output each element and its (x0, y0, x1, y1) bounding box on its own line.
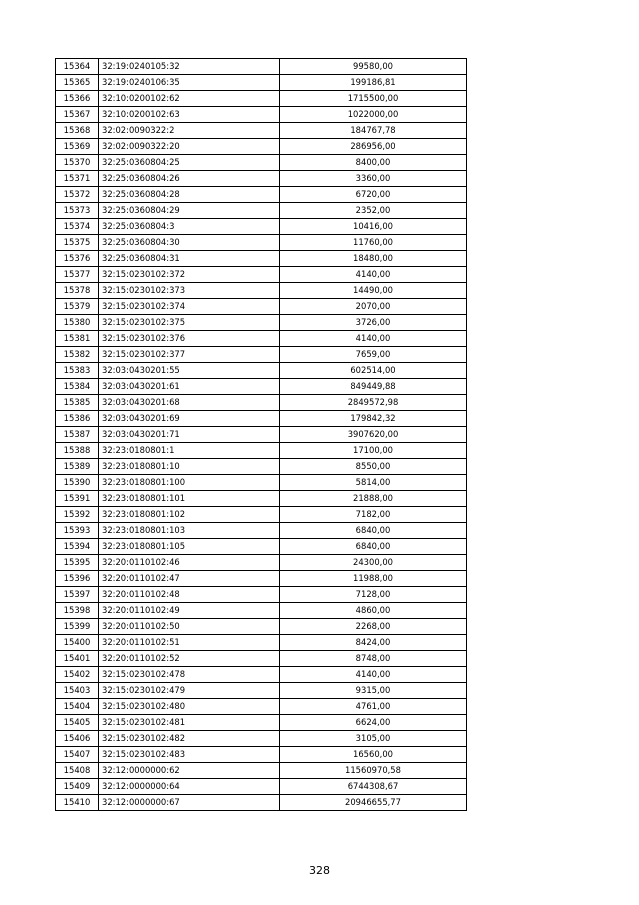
value-cell: 3726,00 (280, 315, 467, 331)
cadastral-number-cell: 32:03:0430201:68 (99, 395, 280, 411)
cadastral-number-cell: 32:10:0200102:63 (99, 107, 280, 123)
row-number-cell: 15373 (56, 203, 99, 219)
value-cell: 11560970,58 (280, 763, 467, 779)
cadastral-number-cell: 32:25:0360804:26 (99, 171, 280, 187)
row-number-cell: 15376 (56, 251, 99, 267)
value-cell: 4860,00 (280, 603, 467, 619)
cadastral-number-cell: 32:12:0000000:62 (99, 763, 280, 779)
table-row (56, 171, 467, 187)
table-row (56, 683, 467, 699)
data-table (55, 58, 467, 811)
value-cell: 20946655,77 (280, 795, 467, 811)
table-row (56, 555, 467, 571)
value-cell: 2070,00 (280, 299, 467, 315)
row-number-cell: 15391 (56, 491, 99, 507)
table-row (56, 251, 467, 267)
cadastral-number-cell: 32:20:0110102:50 (99, 619, 280, 635)
value-cell: 16560,00 (280, 747, 467, 763)
table-row (56, 411, 467, 427)
row-number-cell: 15408 (56, 763, 99, 779)
cadastral-number-cell: 32:15:0230102:483 (99, 747, 280, 763)
row-number-cell: 15372 (56, 187, 99, 203)
cadastral-number-cell: 32:23:0180801:101 (99, 491, 280, 507)
cadastral-number-cell: 32:15:0230102:374 (99, 299, 280, 315)
table-row (56, 795, 467, 811)
value-cell: 6720,00 (280, 187, 467, 203)
table-row (56, 315, 467, 331)
value-cell: 4140,00 (280, 331, 467, 347)
value-cell: 199186,81 (280, 75, 467, 91)
table-row (56, 299, 467, 315)
value-cell: 10416,00 (280, 219, 467, 235)
row-number-cell: 15379 (56, 299, 99, 315)
cadastral-number-cell: 32:23:0180801:105 (99, 539, 280, 555)
value-cell: 849449,88 (280, 379, 467, 395)
cadastral-number-cell: 32:23:0180801:100 (99, 475, 280, 491)
value-cell: 4761,00 (280, 699, 467, 715)
table-row (56, 459, 467, 475)
row-number-cell: 15377 (56, 267, 99, 283)
cadastral-number-cell: 32:15:0230102:377 (99, 347, 280, 363)
cadastral-number-cell: 32:12:0000000:67 (99, 795, 280, 811)
row-number-cell: 15409 (56, 779, 99, 795)
row-number-cell: 15389 (56, 459, 99, 475)
table-row (56, 267, 467, 283)
cadastral-number-cell: 32:03:0430201:71 (99, 427, 280, 443)
row-number-cell: 15390 (56, 475, 99, 491)
cadastral-number-cell: 32:20:0110102:52 (99, 651, 280, 667)
table-row (56, 635, 467, 651)
cadastral-number-cell: 32:25:0360804:28 (99, 187, 280, 203)
row-number-cell: 15401 (56, 651, 99, 667)
row-number-cell: 15369 (56, 139, 99, 155)
value-cell: 602514,00 (280, 363, 467, 379)
table-row (56, 91, 467, 107)
value-cell: 3105,00 (280, 731, 467, 747)
row-number-cell: 15404 (56, 699, 99, 715)
value-cell: 4140,00 (280, 267, 467, 283)
table-row (56, 123, 467, 139)
row-number-cell: 15375 (56, 235, 99, 251)
cadastral-number-cell: 32:25:0360804:29 (99, 203, 280, 219)
table-row (56, 283, 467, 299)
table-row (56, 139, 467, 155)
cadastral-number-cell: 32:02:0090322:2 (99, 123, 280, 139)
table-row (56, 443, 467, 459)
table-row (56, 763, 467, 779)
page-number: 328 (309, 864, 330, 877)
value-cell: 4140,00 (280, 667, 467, 683)
table-row (56, 203, 467, 219)
cadastral-number-cell: 32:23:0180801:1 (99, 443, 280, 459)
row-number-cell: 15367 (56, 107, 99, 123)
row-number-cell: 15392 (56, 507, 99, 523)
row-number-cell: 15382 (56, 347, 99, 363)
value-cell: 11988,00 (280, 571, 467, 587)
table-row (56, 427, 467, 443)
table-row (56, 59, 467, 75)
table-row (56, 395, 467, 411)
value-cell: 3360,00 (280, 171, 467, 187)
cadastral-number-cell: 32:23:0180801:103 (99, 523, 280, 539)
cadastral-number-cell: 32:23:0180801:102 (99, 507, 280, 523)
table-row (56, 75, 467, 91)
value-cell: 1715500,00 (280, 91, 467, 107)
row-number-cell: 15384 (56, 379, 99, 395)
row-number-cell: 15378 (56, 283, 99, 299)
cadastral-number-cell: 32:23:0180801:10 (99, 459, 280, 475)
table-row (56, 331, 467, 347)
cadastral-number-cell: 32:20:0110102:48 (99, 587, 280, 603)
value-cell: 6744308,67 (280, 779, 467, 795)
value-cell: 2268,00 (280, 619, 467, 635)
row-number-cell: 15397 (56, 587, 99, 603)
table-row (56, 747, 467, 763)
row-number-cell: 15374 (56, 219, 99, 235)
value-cell: 9315,00 (280, 683, 467, 699)
cadastral-number-cell: 32:15:0230102:376 (99, 331, 280, 347)
value-cell: 18480,00 (280, 251, 467, 267)
row-number-cell: 15368 (56, 123, 99, 139)
table-row (56, 571, 467, 587)
row-number-cell: 15406 (56, 731, 99, 747)
cadastral-number-cell: 32:15:0230102:478 (99, 667, 280, 683)
table-row (56, 587, 467, 603)
value-cell: 8748,00 (280, 651, 467, 667)
value-cell: 184767,78 (280, 123, 467, 139)
table-body (56, 59, 467, 811)
value-cell: 6624,00 (280, 715, 467, 731)
table-row (56, 715, 467, 731)
value-cell: 8424,00 (280, 635, 467, 651)
cadastral-number-cell: 32:25:0360804:31 (99, 251, 280, 267)
table-row (56, 619, 467, 635)
row-number-cell: 15381 (56, 331, 99, 347)
row-number-cell: 15402 (56, 667, 99, 683)
cadastral-number-cell: 32:15:0230102:375 (99, 315, 280, 331)
cadastral-number-cell: 32:15:0230102:482 (99, 731, 280, 747)
table-row (56, 187, 467, 203)
row-number-cell: 15398 (56, 603, 99, 619)
value-cell: 99580,00 (280, 59, 467, 75)
table-row (56, 699, 467, 715)
value-cell: 179842,32 (280, 411, 467, 427)
value-cell: 2849572,98 (280, 395, 467, 411)
value-cell: 286956,00 (280, 139, 467, 155)
cadastral-number-cell: 32:15:0230102:480 (99, 699, 280, 715)
row-number-cell: 15399 (56, 619, 99, 635)
cadastral-number-cell: 32:25:0360804:3 (99, 219, 280, 235)
row-number-cell: 15407 (56, 747, 99, 763)
cadastral-number-cell: 32:15:0230102:372 (99, 267, 280, 283)
row-number-cell: 15364 (56, 59, 99, 75)
row-number-cell: 15385 (56, 395, 99, 411)
cadastral-number-cell: 32:20:0110102:49 (99, 603, 280, 619)
table-row (56, 379, 467, 395)
cadastral-number-cell: 32:15:0230102:479 (99, 683, 280, 699)
value-cell: 24300,00 (280, 555, 467, 571)
cadastral-number-cell: 32:10:0200102:62 (99, 91, 280, 107)
row-number-cell: 15366 (56, 91, 99, 107)
row-number-cell: 15365 (56, 75, 99, 91)
cadastral-number-cell: 32:02:0090322:20 (99, 139, 280, 155)
cadastral-number-cell: 32:20:0110102:46 (99, 555, 280, 571)
cadastral-number-cell: 32:15:0230102:481 (99, 715, 280, 731)
cadastral-number-cell: 32:19:0240105:32 (99, 59, 280, 75)
row-number-cell: 15405 (56, 715, 99, 731)
row-number-cell: 15383 (56, 363, 99, 379)
table-row (56, 491, 467, 507)
table-row (56, 731, 467, 747)
cadastral-number-cell: 32:25:0360804:25 (99, 155, 280, 171)
value-cell: 7128,00 (280, 587, 467, 603)
value-cell: 1022000,00 (280, 107, 467, 123)
row-number-cell: 15380 (56, 315, 99, 331)
value-cell: 6840,00 (280, 539, 467, 555)
value-cell: 8400,00 (280, 155, 467, 171)
row-number-cell: 15387 (56, 427, 99, 443)
value-cell: 17100,00 (280, 443, 467, 459)
row-number-cell: 15410 (56, 795, 99, 811)
cadastral-number-cell: 32:03:0430201:69 (99, 411, 280, 427)
table-row (56, 779, 467, 795)
table-row (56, 219, 467, 235)
row-number-cell: 15370 (56, 155, 99, 171)
row-number-cell: 15396 (56, 571, 99, 587)
value-cell: 21888,00 (280, 491, 467, 507)
row-number-cell: 15388 (56, 443, 99, 459)
value-cell: 3907620,00 (280, 427, 467, 443)
row-number-cell: 15403 (56, 683, 99, 699)
value-cell: 7182,00 (280, 507, 467, 523)
value-cell: 7659,00 (280, 347, 467, 363)
value-cell: 5814,00 (280, 475, 467, 491)
row-number-cell: 15386 (56, 411, 99, 427)
row-number-cell: 15400 (56, 635, 99, 651)
table-row (56, 475, 467, 491)
row-number-cell: 15394 (56, 539, 99, 555)
table-row (56, 507, 467, 523)
cadastral-number-cell: 32:15:0230102:373 (99, 283, 280, 299)
row-number-cell: 15371 (56, 171, 99, 187)
table-row (56, 363, 467, 379)
table-row (56, 523, 467, 539)
cadastral-number-cell: 32:20:0110102:51 (99, 635, 280, 651)
cadastral-number-cell: 32:03:0430201:61 (99, 379, 280, 395)
cadastral-number-cell: 32:03:0430201:55 (99, 363, 280, 379)
table-row (56, 667, 467, 683)
table-row (56, 603, 467, 619)
row-number-cell: 15395 (56, 555, 99, 571)
table-row (56, 347, 467, 363)
table-row (56, 235, 467, 251)
value-cell: 8550,00 (280, 459, 467, 475)
value-cell: 2352,00 (280, 203, 467, 219)
table-row (56, 651, 467, 667)
table-row (56, 539, 467, 555)
cadastral-number-cell: 32:19:0240106:35 (99, 75, 280, 91)
table-row (56, 107, 467, 123)
row-number-cell: 15393 (56, 523, 99, 539)
cadastral-number-cell: 32:20:0110102:47 (99, 571, 280, 587)
value-cell: 6840,00 (280, 523, 467, 539)
value-cell: 14490,00 (280, 283, 467, 299)
cadastral-number-cell: 32:25:0360804:30 (99, 235, 280, 251)
table-row (56, 155, 467, 171)
value-cell: 11760,00 (280, 235, 467, 251)
cadastral-number-cell: 32:12:0000000:64 (99, 779, 280, 795)
